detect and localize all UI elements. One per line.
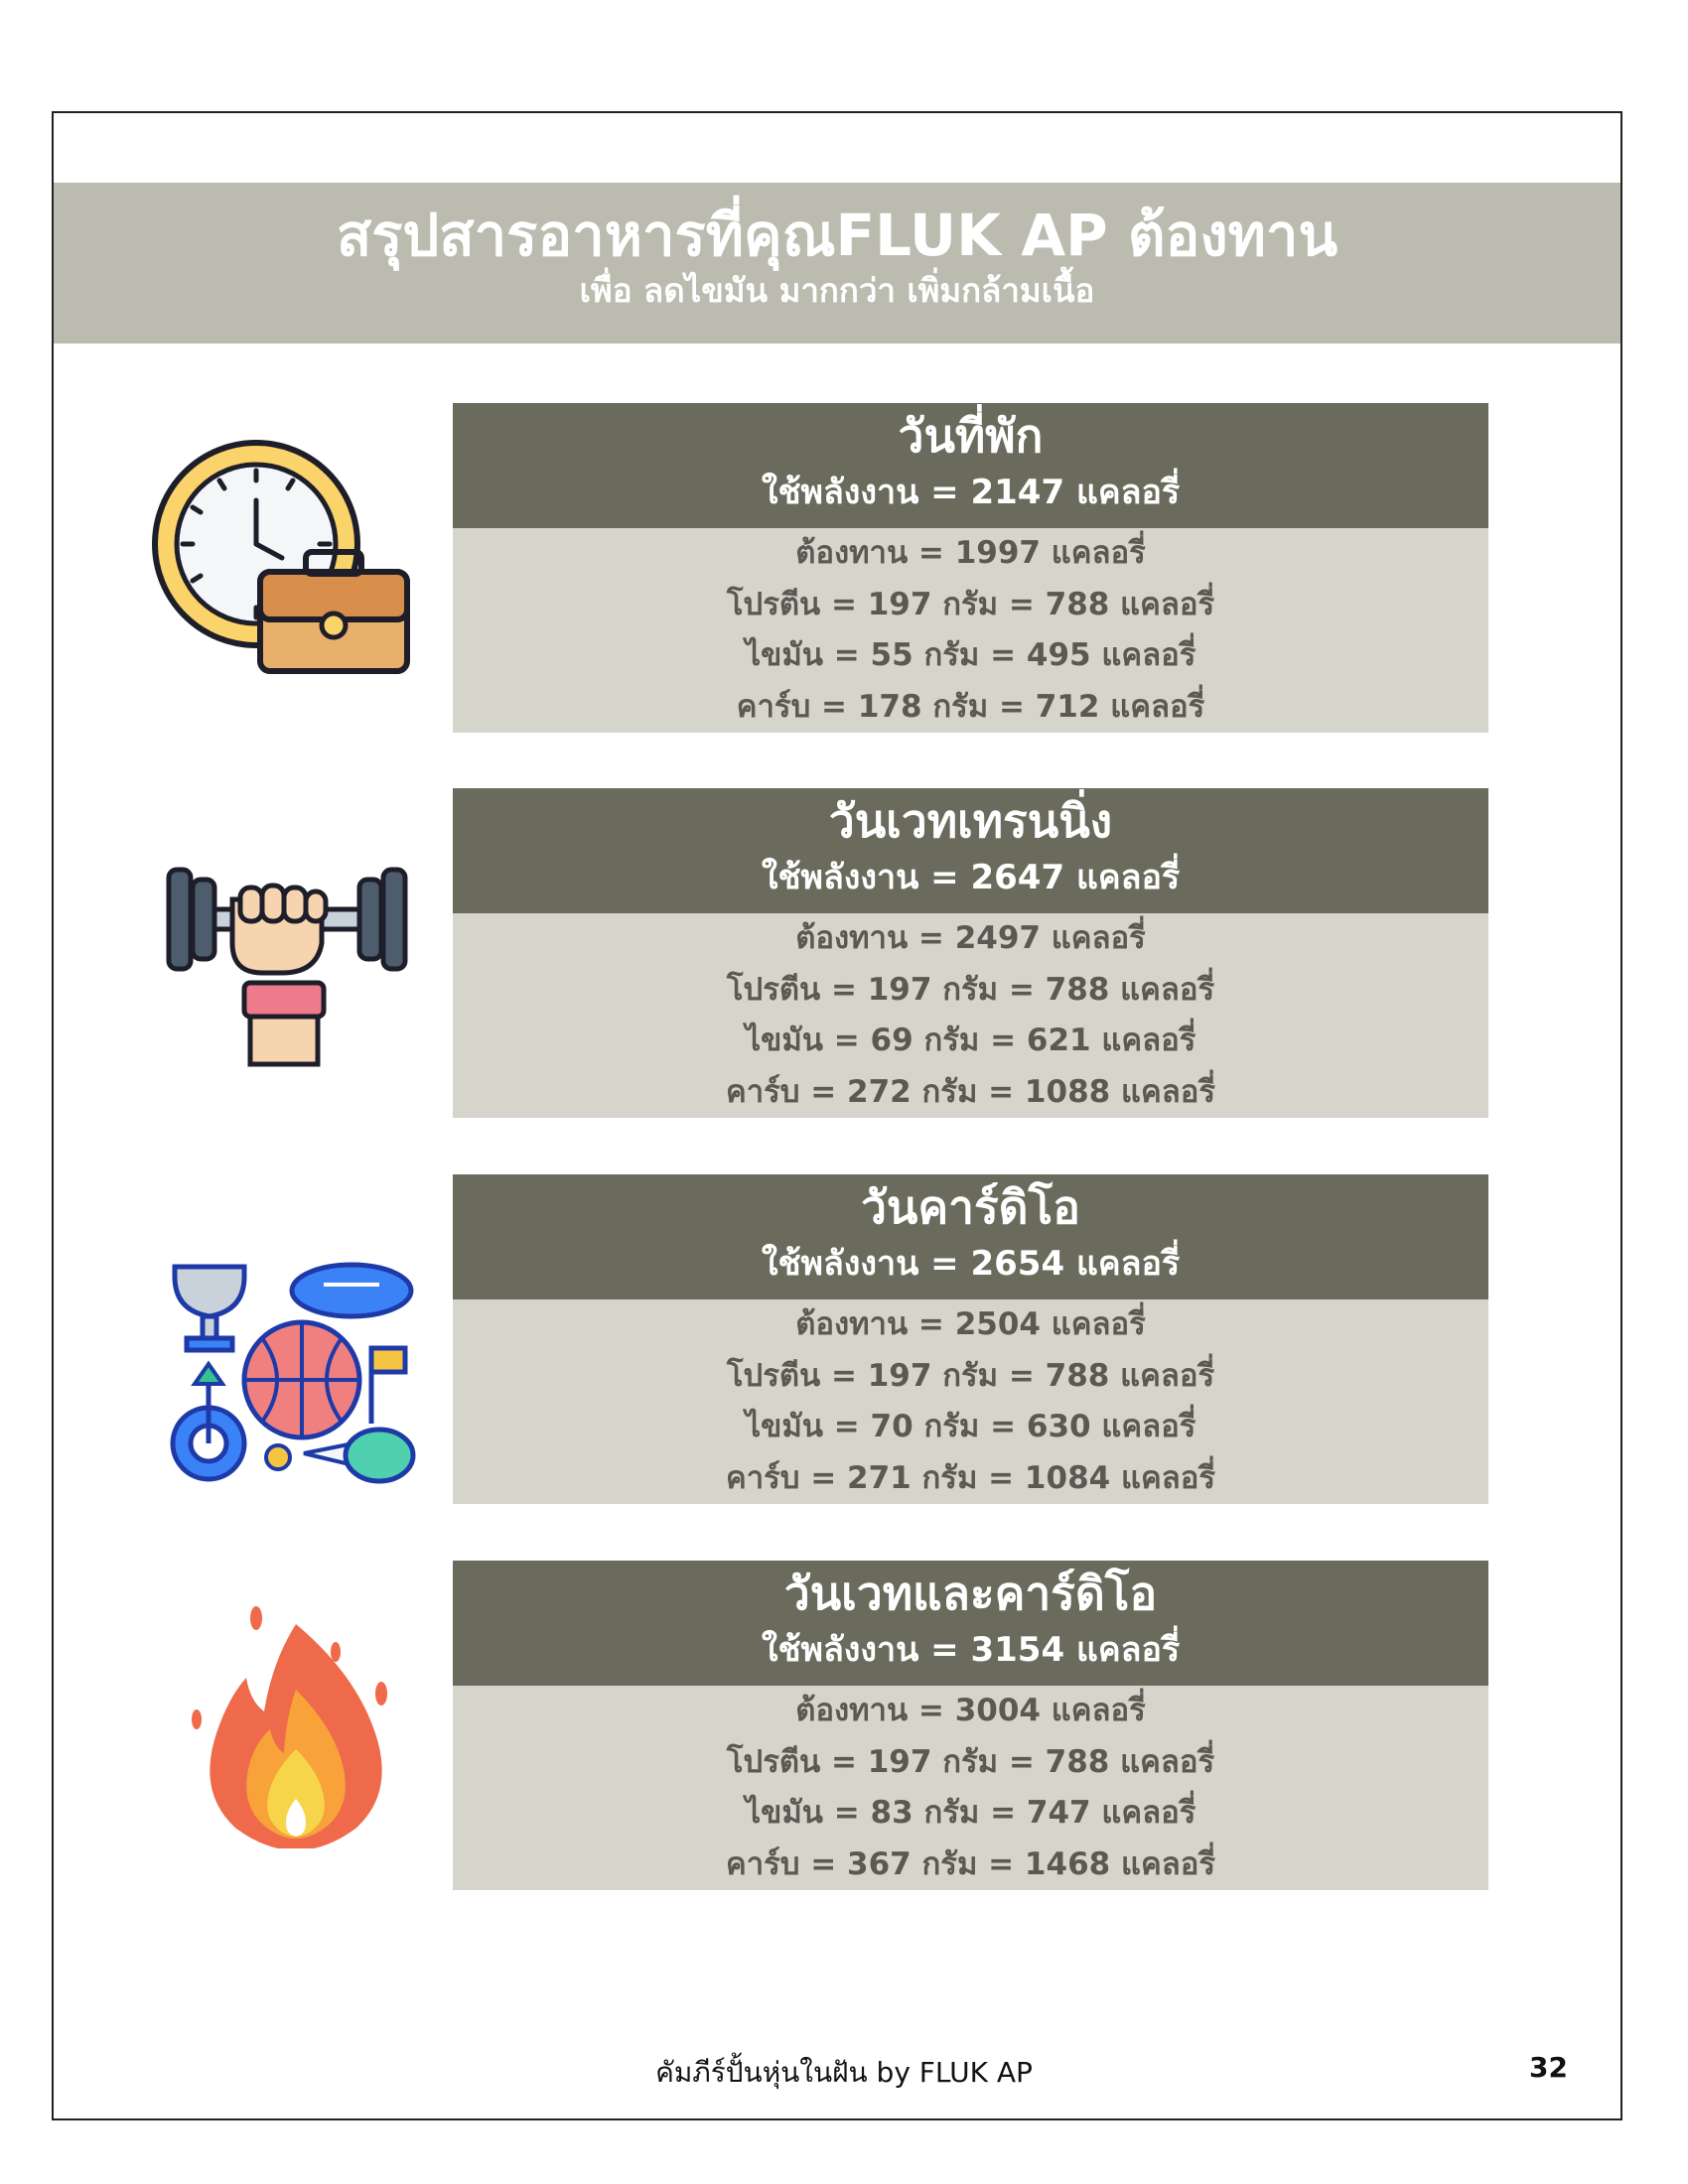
fat-row: ไขมัน = 70 กรัม = 630 แคลอรี่ (745, 1409, 1196, 1444)
fat-row: ไขมัน = 55 กรัม = 495 แคลอรี่ (745, 637, 1196, 673)
protein-row: โปรตีน = 197 กรัม = 788 แคลอรี่ (726, 1357, 1215, 1394)
card-title: วันเวทเทรนนิ่ง (828, 794, 1113, 848)
fat-row: ไขมัน = 69 กรัม = 621 แคลอรี่ (745, 1023, 1196, 1058)
card-header (453, 403, 1488, 528)
card-body (453, 1299, 1488, 1504)
sports-icon (165, 1259, 423, 1487)
card-title: วันที่พัก (898, 409, 1044, 463)
carb-row: คาร์บ = 271 กรัม = 1084 แคลอรี่ (725, 1459, 1215, 1496)
fire-icon (187, 1604, 405, 1848)
card-title: วันคาร์ดิโอ (861, 1180, 1080, 1234)
energy-used: ใช้พลังงาน = 3154 แคลอรี่ (761, 1630, 1181, 1670)
protein-row: โปรตีน = 197 กรัม = 788 แคลอรี่ (726, 971, 1215, 1008)
card-title: วันเวทและคาร์ดิโอ (783, 1567, 1158, 1620)
page-subtitle: เพื่อ ลดไขมัน มากกว่า เพิ่มกล้ามเนื้อ (579, 271, 1095, 310)
calories-to-eat: ต้องทาน = 1997 แคลอรี่ (795, 535, 1146, 571)
day-card-rest (453, 403, 1488, 733)
footer-text: คัมภีร์ปั้นหุ่นในฝัน by FLUK AP (655, 2056, 1033, 2089)
day-card-cardio (453, 1174, 1488, 1504)
calories-to-eat: ต้องทาน = 2497 แคลอรี่ (795, 920, 1146, 956)
protein-row: โปรตีน = 197 กรัม = 788 แคลอรี่ (726, 1743, 1215, 1780)
card-body (453, 1686, 1488, 1890)
card-body (453, 913, 1488, 1118)
day-card-weight-and-cardio (453, 1561, 1488, 1890)
energy-used: ใช้พลังงาน = 2647 แคลอรี่ (761, 858, 1181, 897)
page-title: สรุปสารอาหารที่คุณFLUK AP ต้องทาน (336, 202, 1338, 269)
carb-row: คาร์บ = 367 กรัม = 1468 แคลอรี่ (725, 1845, 1215, 1882)
header-banner (54, 183, 1620, 343)
dumbbell-icon (163, 860, 411, 1068)
day-card-weight-training (453, 788, 1488, 1118)
card-header (453, 1561, 1488, 1686)
energy-used: ใช้พลังงาน = 2147 แคลอรี่ (761, 473, 1181, 512)
calories-to-eat: ต้องทาน = 2504 แคลอรี่ (795, 1306, 1146, 1342)
fat-row: ไขมัน = 83 กรัม = 747 แคลอรี่ (745, 1795, 1196, 1831)
card-header (453, 788, 1488, 913)
carb-row: คาร์บ = 178 กรัม = 712 แคลอรี่ (736, 688, 1205, 725)
card-header (453, 1174, 1488, 1299)
calories-to-eat: ต้องทาน = 3004 แคลอรี่ (795, 1693, 1146, 1728)
page-number: 32 (1529, 2051, 1568, 2084)
energy-used: ใช้พลังงาน = 2654 แคลอรี่ (761, 1244, 1181, 1284)
card-body (453, 528, 1488, 733)
clock-briefcase-icon (149, 437, 417, 685)
protein-row: โปรตีน = 197 กรัม = 788 แคลอรี่ (726, 586, 1215, 622)
carb-row: คาร์บ = 272 กรัม = 1088 แคลอรี่ (725, 1073, 1215, 1110)
